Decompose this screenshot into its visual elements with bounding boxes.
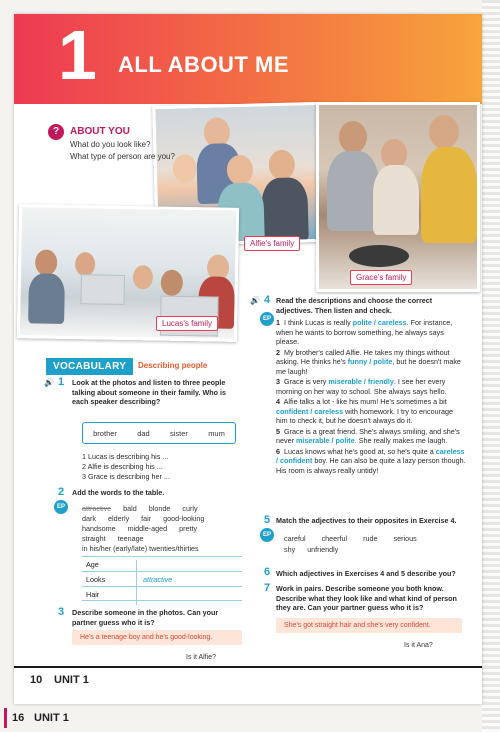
adjective-choice[interactable]: miserable / friendly	[328, 377, 394, 386]
answer-text: Is it Ana?	[404, 642, 433, 649]
word-line	[82, 524, 197, 533]
list-item	[276, 427, 466, 446]
item-text: . I see her every morning on her way to school. She always says hello.	[276, 377, 447, 396]
table-label: Hair	[86, 590, 100, 599]
item-text: , but he doesn't make me laugh!	[276, 357, 461, 376]
adjective-choice[interactable]: polite / careless	[352, 318, 407, 327]
page-footer-rule	[14, 666, 482, 668]
table-label: Looks	[86, 575, 106, 584]
item-text: My brother's called Alfie. He takes my things without asking. He thinks he's	[276, 347, 450, 366]
word: bald	[123, 504, 137, 513]
answer-text: Is it Alfie?	[186, 654, 216, 661]
item-text: I think Lucas is really	[284, 318, 353, 327]
exercise-4-instruction: Read the descriptions and choose the correct adjectives. Then listen and check.	[276, 296, 433, 315]
word-box-item: dad	[137, 428, 150, 438]
word-box-item: sister	[169, 428, 188, 438]
item-text: boy. He can also be quite a lazy person though. His room is always really untidy!	[276, 456, 466, 475]
unit-banner	[14, 14, 482, 104]
item-text: . For instance, when he wants to borrow something, he always says please.	[276, 318, 453, 346]
exercise-5-instruction: Match the adjectives to their opposites in Exercise 4.	[276, 516, 457, 525]
adjective-choice[interactable]: confident / careless	[276, 406, 344, 416]
item-number: 6	[276, 446, 280, 456]
word: cheerful	[321, 534, 348, 543]
table-value	[136, 590, 143, 605]
exercise-number: 5	[264, 514, 271, 526]
word: handsome	[82, 524, 116, 533]
footer-unit: UNIT 1	[54, 674, 89, 686]
word: elderly	[107, 514, 130, 523]
word-box	[82, 422, 236, 444]
adjective-choice[interactable]: funny / polite	[347, 357, 393, 366]
outer-page-number: 16	[12, 712, 25, 724]
word: shy	[284, 545, 296, 554]
list-item	[276, 348, 466, 377]
item-text: . She really makes me laugh.	[354, 436, 448, 445]
word: good-looking	[163, 514, 205, 523]
unit-title: ALL ABOUT ME	[118, 52, 289, 77]
adjective-choice[interactable]: careless / confident	[276, 446, 465, 465]
word-line	[82, 534, 144, 543]
vocabulary-subtitle: Describing people	[138, 361, 208, 370]
word: fair	[141, 514, 152, 523]
word: blonde	[148, 504, 171, 513]
speech-bubble: She's got straight hair and she's very confident.	[276, 618, 462, 633]
about-you-question: What do you look like?	[70, 140, 151, 149]
word: straight	[82, 534, 106, 543]
exercise-7-instruction: Work in pairs. Describe someone you both know. Describe what they look like and what kind of person they are. Can your partner guess who it is?	[276, 584, 457, 612]
exercise-2-instruction: Add the words to the table.	[72, 488, 165, 497]
ep-badge: EP	[260, 312, 274, 326]
about-you-question: What type of person are you?	[70, 152, 175, 161]
exercise-number: 6	[264, 566, 271, 578]
item-text: Grace is a great friend. She's always smiling, and she's never	[276, 426, 460, 445]
adjective-choice[interactable]: miserable / polite	[295, 436, 355, 445]
item-text: Alfie talks a lot - like his mum! He's sometimes a bit	[283, 397, 447, 406]
word: middle-aged	[127, 524, 168, 533]
table-row	[82, 556, 242, 571]
item-number: 2	[276, 347, 280, 357]
caption-alfie: Alfie's family	[244, 236, 300, 251]
unit-number: 1	[58, 16, 97, 94]
exercise-3-instruction: Describe someone in the photos. Can your partner guess who it is?	[72, 608, 219, 627]
exercise-item: 2 Alfie is describing his ...	[82, 462, 163, 471]
word: attractive	[82, 504, 112, 513]
word: curly	[182, 504, 198, 513]
item-number: 1	[276, 318, 280, 327]
speech-bubble: He's a teenage boy and he's good-looking.	[72, 630, 242, 645]
item-number: 5	[276, 426, 280, 436]
item-text: with homework. I try to encourage him to check it, but he doesn't always do it.	[276, 406, 453, 425]
page-number: 10	[30, 674, 43, 686]
word-line	[284, 534, 417, 543]
table-row	[82, 571, 242, 586]
word: dark	[82, 514, 96, 523]
exercise-number: 4	[264, 294, 271, 306]
word-box-item: brother	[93, 428, 117, 438]
word: pretty	[179, 524, 198, 533]
item-text: Lucas knows what he's good at, so he's quite a	[284, 446, 436, 456]
list-item	[276, 318, 466, 347]
exercise-number: 3	[58, 606, 65, 618]
question-icon: ?	[48, 124, 64, 140]
word: rude	[363, 534, 378, 543]
caption-lucas: Lucas's family	[156, 316, 218, 331]
textbook-page	[14, 14, 482, 704]
audio-icon[interactable]: 🔊	[250, 296, 260, 305]
ep-badge: EP	[260, 528, 274, 542]
list-item	[276, 397, 466, 426]
photo-graces-family	[316, 102, 480, 292]
list-item	[276, 447, 466, 476]
caption-grace: Grace's family	[350, 270, 412, 285]
footer-accent-bar	[4, 708, 7, 728]
item-number: 3	[276, 377, 280, 386]
exercise-6-instruction: Which adjectives in Exercises 4 and 5 describe you?	[276, 569, 456, 578]
exercise-number: 7	[264, 582, 271, 594]
item-text: Grace is very	[284, 377, 329, 386]
audio-icon[interactable]: 🔊	[44, 378, 54, 387]
table-row	[82, 586, 242, 601]
exercise-1-instruction: Look at the photos and listen to three people talking about someone in their family. Who is each speaker describing?	[72, 378, 227, 406]
word-line	[82, 504, 198, 513]
exercise-4-list	[276, 318, 466, 475]
adjective-table	[82, 556, 242, 601]
word-line	[82, 514, 204, 523]
table-label: Age	[86, 560, 99, 569]
exercise-number: 1	[58, 376, 65, 388]
word: careful	[284, 534, 306, 543]
ep-badge: EP	[54, 500, 68, 514]
exercise-number: 2	[58, 486, 65, 498]
page-edge-texture	[482, 0, 500, 732]
outer-footer-unit: UNIT 1	[34, 712, 69, 724]
word-line	[284, 545, 338, 554]
word-box-item: mum	[208, 428, 225, 438]
word-line: in his/her (early/late) twenties/thirties	[82, 544, 199, 553]
word: teenage	[117, 534, 144, 543]
table-value: attractive	[136, 575, 172, 590]
exercise-item: 1 Lucas is describing his ...	[82, 452, 169, 461]
list-item	[276, 377, 466, 396]
item-number: 4	[276, 397, 280, 406]
word: serious	[393, 534, 417, 543]
exercise-item: 3 Grace is describing her ...	[82, 472, 170, 481]
about-you-heading: ABOUT YOU	[70, 126, 130, 137]
word: unfriendly	[307, 545, 339, 554]
vocabulary-tag: VOCABULARY	[46, 358, 133, 375]
